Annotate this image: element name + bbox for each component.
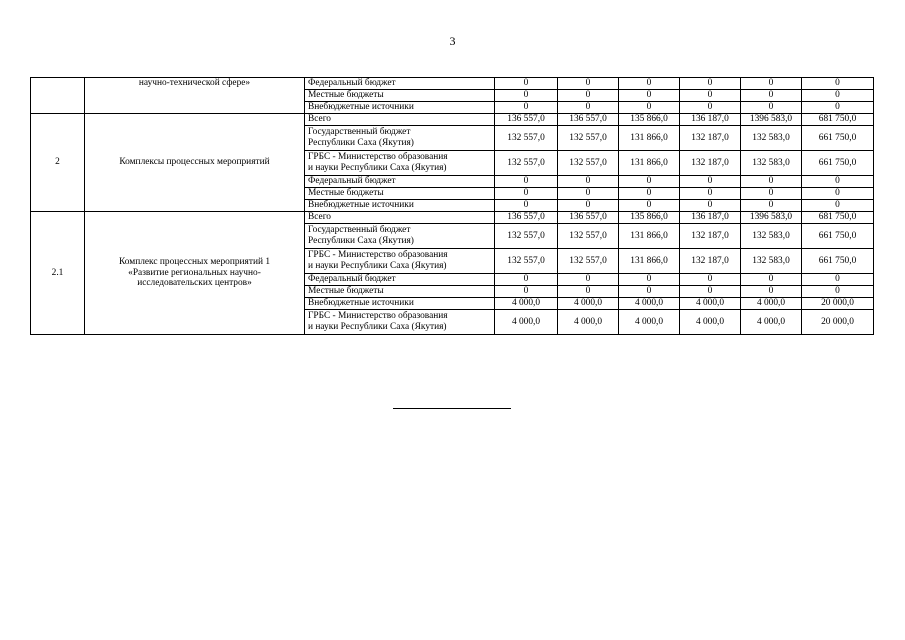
amount-cell: 0 [802,274,874,286]
item-name: Комплексы процессных мероприятий [85,114,305,212]
amount-cell: 0 [802,78,874,90]
amount-cell: 0 [495,176,558,188]
amount-cell: 4 000,0 [558,310,619,335]
amount-cell: 0 [558,176,619,188]
funding-source [305,249,495,274]
item-number [31,78,85,114]
amount-cell: 0 [495,78,558,90]
amount-cell: 0 [619,188,680,200]
funding-source-line: Республики Саха (Якутия) [308,138,414,148]
funding-source: Федеральный бюджет [305,78,495,90]
amount-cell: 0 [802,176,874,188]
amount-cell: 132 583,0 [741,126,802,151]
funding-source-line: и науки Республики Саха (Якутия) [308,163,447,173]
amount-cell: 136 187,0 [680,114,741,126]
amount-cell: 131 866,0 [619,249,680,274]
amount-cell: 0 [680,188,741,200]
amount-cell: 4 000,0 [619,310,680,335]
table-row [31,212,874,224]
amount-cell: 0 [619,286,680,298]
amount-cell: 132 583,0 [741,249,802,274]
amount-cell: 0 [680,274,741,286]
funding-source: Всего [305,212,495,224]
funding-source: Федеральный бюджет [305,176,495,188]
amount-cell: 132 187,0 [680,126,741,151]
amount-cell: 0 [680,200,741,212]
funding-source-line: ГРБС - Министерство образования [308,311,448,322]
amount-cell: 131 866,0 [619,126,680,151]
amount-cell: 0 [619,90,680,102]
amount-cell: 4 000,0 [680,310,741,335]
amount-cell: 132 583,0 [741,224,802,249]
funding-source: Местные бюджеты [305,90,495,102]
table-row [31,114,874,126]
amount-cell: 132 557,0 [558,249,619,274]
amount-cell: 0 [558,286,619,298]
amount-cell: 0 [741,274,802,286]
amount-cell: 0 [495,200,558,212]
amount-cell: 20 000,0 [802,298,874,310]
funding-source [305,151,495,176]
amount-cell: 0 [558,200,619,212]
amount-cell: 0 [741,200,802,212]
amount-cell: 661 750,0 [802,249,874,274]
amount-cell: 135 866,0 [619,114,680,126]
amount-cell: 0 [619,176,680,188]
amount-cell: 132 583,0 [741,151,802,176]
amount-cell: 681 750,0 [802,114,874,126]
funding-source-line: ГРБС - Министерство образования [308,250,448,261]
amount-cell: 132 557,0 [558,224,619,249]
amount-cell: 0 [802,90,874,102]
amount-cell: 0 [680,102,741,114]
amount-cell: 0 [495,90,558,102]
amount-cell: 20 000,0 [802,310,874,335]
amount-cell: 0 [802,102,874,114]
amount-cell: 0 [802,286,874,298]
amount-cell: 132 557,0 [495,249,558,274]
amount-cell: 0 [619,102,680,114]
footer-rule [393,408,511,409]
table-row [31,78,874,90]
amount-cell: 0 [680,78,741,90]
funding-source-line: и науки Республики Саха (Якутия) [308,322,447,332]
amount-cell: 0 [558,274,619,286]
amount-cell: 136 557,0 [558,212,619,224]
amount-cell: 661 750,0 [802,151,874,176]
item-name-line: исследовательских центров» [137,278,252,289]
amount-cell: 4 000,0 [741,310,802,335]
amount-cell: 132 557,0 [495,224,558,249]
budget-table-body [31,78,874,335]
amount-cell: 0 [741,176,802,188]
amount-cell: 131 866,0 [619,224,680,249]
amount-cell: 0 [802,200,874,212]
amount-cell: 0 [558,90,619,102]
amount-cell: 132 187,0 [680,151,741,176]
item-name: научно-технической сфере» [85,78,305,114]
amount-cell: 4 000,0 [495,298,558,310]
funding-source-line: Государственный бюджет [308,225,411,236]
funding-source-line: и науки Республики Саха (Якутия) [308,261,447,271]
item-number: 2.1 [31,212,85,335]
amount-cell: 136 557,0 [495,212,558,224]
funding-source: Федеральный бюджет [305,274,495,286]
funding-source-line: Государственный бюджет [308,127,411,138]
amount-cell: 132 557,0 [495,126,558,151]
amount-cell: 136 187,0 [680,212,741,224]
funding-source [305,126,495,151]
amount-cell: 0 [802,188,874,200]
amount-cell: 0 [741,102,802,114]
funding-source: Внебюджетные источники [305,298,495,310]
funding-source: Всего [305,114,495,126]
amount-cell: 132 187,0 [680,249,741,274]
amount-cell: 0 [680,176,741,188]
funding-source [305,224,495,249]
item-name-line: «Развитие региональных научно- [128,267,261,278]
page-number: 3 [449,34,456,48]
amount-cell: 0 [558,78,619,90]
amount-cell: 4 000,0 [741,298,802,310]
amount-cell: 0 [741,188,802,200]
amount-cell: 0 [680,90,741,102]
amount-cell: 4 000,0 [495,310,558,335]
amount-cell: 0 [558,188,619,200]
amount-cell: 0 [495,188,558,200]
amount-cell: 131 866,0 [619,151,680,176]
amount-cell: 132 557,0 [558,151,619,176]
amount-cell: 661 750,0 [802,126,874,151]
amount-cell: 4 000,0 [680,298,741,310]
amount-cell: 0 [680,286,741,298]
amount-cell: 0 [741,286,802,298]
amount-cell: 132 557,0 [495,151,558,176]
amount-cell: 4 000,0 [619,298,680,310]
funding-source-line: ГРБС - Министерство образования [308,152,448,163]
amount-cell: 681 750,0 [802,212,874,224]
funding-source: Местные бюджеты [305,188,495,200]
amount-cell: 132 187,0 [680,224,741,249]
amount-cell: 1396 583,0 [741,114,802,126]
amount-cell: 1396 583,0 [741,212,802,224]
funding-source: Местные бюджеты [305,286,495,298]
amount-cell: 136 557,0 [495,114,558,126]
amount-cell: 0 [495,286,558,298]
budget-table [30,77,874,335]
amount-cell: 0 [741,78,802,90]
amount-cell: 136 557,0 [558,114,619,126]
amount-cell: 132 557,0 [558,126,619,151]
amount-cell: 0 [619,200,680,212]
amount-cell: 0 [495,102,558,114]
amount-cell: 661 750,0 [802,224,874,249]
item-number: 2 [31,114,85,212]
item-name [85,212,305,335]
amount-cell: 0 [741,90,802,102]
amount-cell: 0 [619,274,680,286]
amount-cell: 0 [619,78,680,90]
funding-source: Внебюджетные источники [305,200,495,212]
amount-cell: 0 [558,102,619,114]
amount-cell: 0 [495,274,558,286]
funding-source [305,310,495,335]
amount-cell: 4 000,0 [558,298,619,310]
funding-source-line: Республики Саха (Якутия) [308,236,414,246]
funding-source: Внебюджетные источники [305,102,495,114]
amount-cell: 135 866,0 [619,212,680,224]
item-name-line: Комплекс процессных мероприятий 1 [118,257,271,268]
